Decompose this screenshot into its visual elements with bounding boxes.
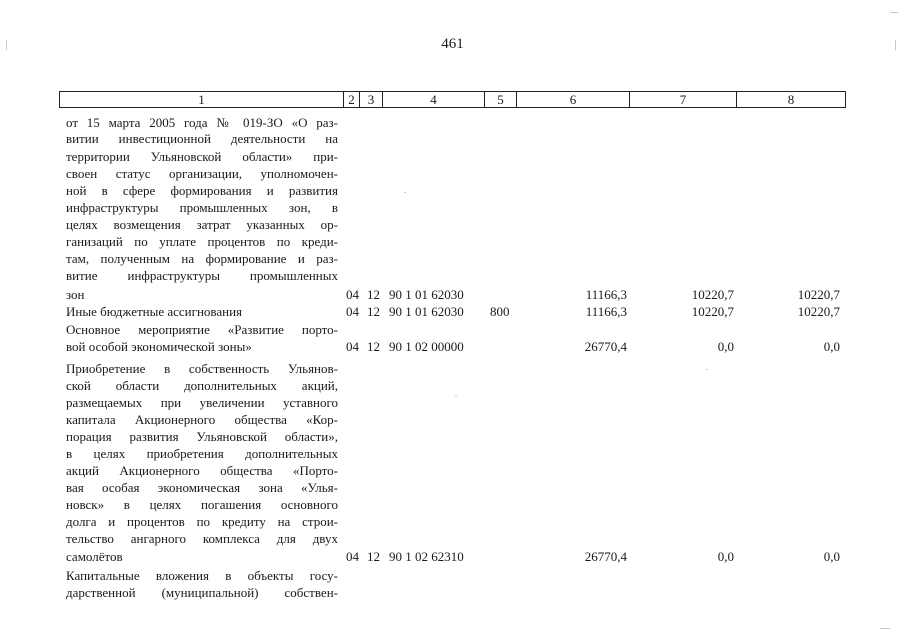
row-description-line: там, полученным на формирование и раз-: [66, 251, 338, 266]
row-description-line: своен статус организации, уполномочен-: [66, 166, 338, 181]
row-article: 90 1 02 62310: [389, 549, 464, 564]
row-value-col7: 10220,7: [691, 287, 734, 302]
row-description-line: ской области дополнительных акций,: [66, 378, 338, 393]
column-header-5: 5: [484, 91, 517, 108]
scan-speck: [455, 395, 457, 396]
row-description-line: ганизаций по уплате процентов по креди-: [66, 234, 338, 249]
row-description-line: ной в сфере формирования и развития: [66, 183, 338, 198]
row-value-col7: 0,0: [717, 549, 734, 564]
page-number: 461: [441, 36, 464, 52]
scan-speck: [890, 12, 898, 13]
row-description-line: инфраструктуры промышленных зон, в: [66, 200, 338, 215]
row-description-line: акций Акционерного общества «Порто-: [66, 463, 338, 478]
column-header-7: 7: [629, 91, 737, 108]
row-description-line: размещаемых при увеличении уставного: [66, 395, 338, 410]
row-value-col6: 26770,4: [584, 339, 627, 354]
row-description-line: дарственной (муниципальной) собствен-: [66, 585, 338, 600]
row-description-line: новск» в целях погашения основного: [66, 497, 338, 512]
scan-speck: [6, 40, 7, 50]
row-subsection: 12: [367, 304, 380, 319]
row-description-line: витие инфраструктуры промышленных: [66, 268, 338, 283]
row-section: 04: [346, 339, 359, 354]
row-description-line: вой особой экономической зоны»: [66, 339, 252, 354]
column-header-2: 2: [343, 91, 360, 108]
row-section: 04: [346, 549, 359, 564]
row-expense-type: 800: [490, 304, 510, 319]
row-value-col7: 0,0: [717, 339, 734, 354]
row-description-line: целях возмещения затрат указанных ор-: [66, 217, 338, 232]
row-subsection: 12: [367, 287, 380, 302]
row-value-col6: 11166,3: [585, 304, 627, 319]
row-description-line: витии инвестиционной деятельности на: [66, 131, 338, 146]
row-description-line: самолётов: [66, 549, 123, 564]
scan-speck: [880, 628, 890, 629]
scan-speck: [404, 192, 406, 193]
scan-speck: [706, 369, 708, 370]
column-header-1: 1: [59, 91, 344, 108]
column-header-6: 6: [516, 91, 630, 108]
row-section: 04: [346, 304, 359, 319]
row-description-line: вая особая экономическая зона «Улья-: [66, 480, 338, 495]
row-description-line: долга и процентов по кредиту на строи-: [66, 514, 338, 529]
row-description-line: тельство ангарного комплекса для двух: [66, 531, 338, 546]
row-description-line: Приобретение в собственность Ульянов-: [66, 361, 338, 376]
row-description-line: территории Ульяновской области» при-: [66, 149, 338, 164]
row-value-col6: 11166,3: [585, 287, 627, 302]
row-description-line: Капитальные вложения в объекты госу-: [66, 568, 338, 583]
row-value-col8: 0,0: [823, 339, 840, 354]
row-article: 90 1 01 62030: [389, 304, 464, 319]
row-article: 90 1 02 00000: [389, 339, 464, 354]
row-subsection: 12: [367, 549, 380, 564]
row-value-col7: 10220,7: [691, 304, 734, 319]
column-header-3: 3: [359, 91, 383, 108]
row-section: 04: [346, 287, 359, 302]
row-description-line: Иные бюджетные ассигнования: [66, 304, 243, 319]
row-value-col8: 10220,7: [797, 304, 840, 319]
column-header-8: 8: [736, 91, 846, 108]
row-value-col6: 26770,4: [584, 549, 627, 564]
row-value-col8: 10220,7: [797, 287, 840, 302]
row-description-line: в целях приобретения дополнительных: [66, 446, 338, 461]
row-description-line: Основное мероприятие «Развитие порто-: [66, 322, 338, 337]
row-description-line: капитала Акционерного общества «Кор-: [66, 412, 338, 427]
row-description-line: порация развития Ульяновской области»,: [66, 429, 338, 444]
row-description-line: от 15 марта 2005 года № 019-ЗО «О раз-: [66, 115, 338, 130]
scan-speck: [895, 40, 896, 50]
row-subsection: 12: [367, 339, 380, 354]
column-header-4: 4: [382, 91, 485, 108]
row-value-col8: 0,0: [823, 549, 840, 564]
row-article: 90 1 01 62030: [389, 287, 464, 302]
row-description-line: зон: [66, 287, 85, 302]
